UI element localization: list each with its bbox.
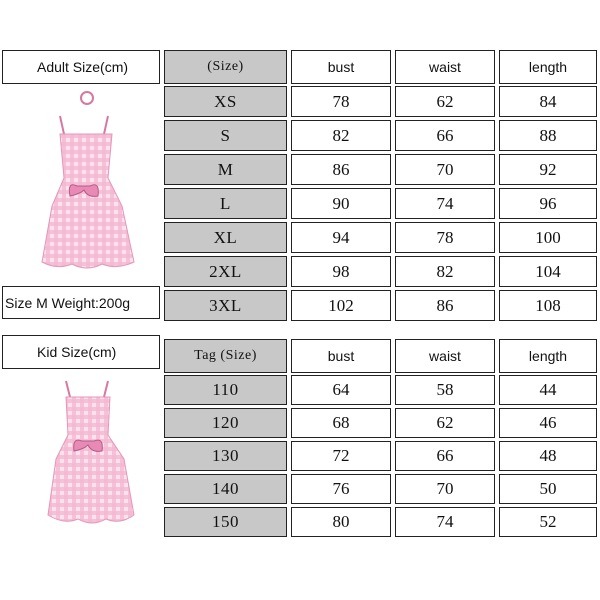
adult-weight-note: Size M Weight:200g bbox=[2, 286, 160, 319]
kid-cell-length: 44 bbox=[499, 375, 597, 405]
kid-cell-size: 110 bbox=[164, 375, 287, 405]
adult-cell-size: 2XL bbox=[164, 256, 287, 287]
adult-dress-image bbox=[2, 86, 160, 282]
kid-cell-bust: 80 bbox=[291, 507, 391, 537]
kid-cell-length: 52 bbox=[499, 507, 597, 537]
kid-header-bust: bust bbox=[291, 339, 391, 373]
adult-cell-size: XS bbox=[164, 86, 287, 117]
kid-header-size: Tag (Size) bbox=[164, 339, 287, 373]
kid-cell-length: 48 bbox=[499, 441, 597, 471]
kid-cell-size: 130 bbox=[164, 441, 287, 471]
kid-cell-waist: 70 bbox=[395, 474, 495, 504]
kid-cell-waist: 58 bbox=[395, 375, 495, 405]
adult-cell-waist: 74 bbox=[395, 188, 495, 219]
adult-header-length: length bbox=[499, 50, 597, 84]
kid-cell-length: 50 bbox=[499, 474, 597, 504]
adult-cell-length: 88 bbox=[499, 120, 597, 151]
adult-cell-length: 84 bbox=[499, 86, 597, 117]
kid-cell-length: 46 bbox=[499, 408, 597, 438]
adult-cell-size: 3XL bbox=[164, 290, 287, 321]
adult-cell-waist: 78 bbox=[395, 222, 495, 253]
adult-cell-bust: 102 bbox=[291, 290, 391, 321]
adult-cell-bust: 94 bbox=[291, 222, 391, 253]
kid-cell-bust: 72 bbox=[291, 441, 391, 471]
adult-cell-bust: 86 bbox=[291, 154, 391, 185]
adult-cell-length: 92 bbox=[499, 154, 597, 185]
adult-cell-waist: 66 bbox=[395, 120, 495, 151]
adult-size-label: Adult Size(cm) bbox=[2, 50, 160, 84]
adult-cell-waist: 62 bbox=[395, 86, 495, 117]
kid-cell-waist: 74 bbox=[395, 507, 495, 537]
adult-cell-length: 108 bbox=[499, 290, 597, 321]
adult-cell-length: 100 bbox=[499, 222, 597, 253]
adult-cell-waist: 82 bbox=[395, 256, 495, 287]
kid-dress-image bbox=[2, 371, 160, 541]
adult-cell-waist: 86 bbox=[395, 290, 495, 321]
adult-cell-bust: 90 bbox=[291, 188, 391, 219]
kid-cell-size: 140 bbox=[164, 474, 287, 504]
adult-cell-size: M bbox=[164, 154, 287, 185]
kid-cell-bust: 68 bbox=[291, 408, 391, 438]
kid-cell-size: 150 bbox=[164, 507, 287, 537]
adult-cell-length: 96 bbox=[499, 188, 597, 219]
adult-cell-size: S bbox=[164, 120, 287, 151]
adult-cell-size: XL bbox=[164, 222, 287, 253]
kid-cell-bust: 64 bbox=[291, 375, 391, 405]
adult-header-size: (Size) bbox=[164, 50, 287, 84]
adult-cell-bust: 78 bbox=[291, 86, 391, 117]
adult-cell-size: L bbox=[164, 188, 287, 219]
adult-header-bust: bust bbox=[291, 50, 391, 84]
adult-cell-waist: 70 bbox=[395, 154, 495, 185]
kid-cell-waist: 66 bbox=[395, 441, 495, 471]
kid-size-label: Kid Size(cm) bbox=[2, 335, 160, 369]
adult-cell-length: 104 bbox=[499, 256, 597, 287]
adult-dress-illustration bbox=[22, 86, 152, 282]
kid-cell-waist: 62 bbox=[395, 408, 495, 438]
kid-dress-illustration bbox=[24, 375, 154, 543]
kid-cell-bust: 76 bbox=[291, 474, 391, 504]
kid-cell-size: 120 bbox=[164, 408, 287, 438]
adult-header-waist: waist bbox=[395, 50, 495, 84]
adult-cell-bust: 98 bbox=[291, 256, 391, 287]
kid-header-length: length bbox=[499, 339, 597, 373]
adult-cell-bust: 82 bbox=[291, 120, 391, 151]
kid-header-waist: waist bbox=[395, 339, 495, 373]
